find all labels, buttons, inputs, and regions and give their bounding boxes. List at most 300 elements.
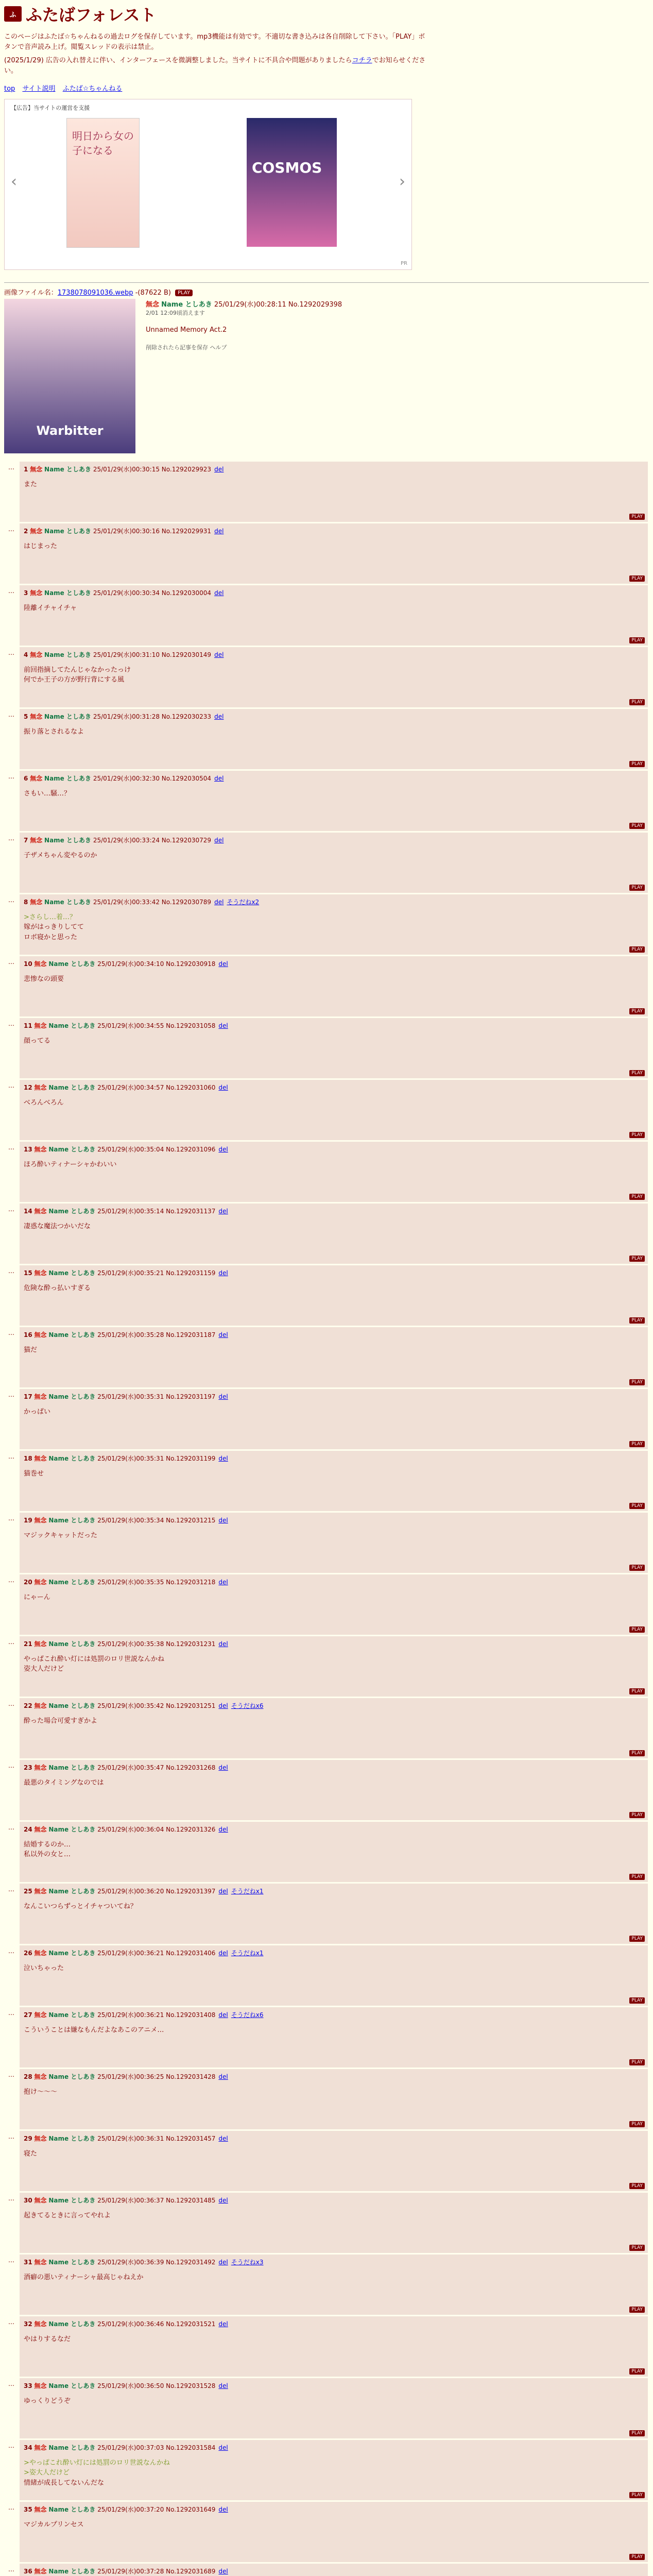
reply-subject: 無念: [34, 2444, 47, 2451]
del-link[interactable]: del: [218, 1764, 228, 1771]
reply-header: [24, 959, 644, 968]
reply-play-button[interactable]: PLAY: [629, 2121, 645, 2127]
op-subject: 無念: [146, 300, 160, 309]
reply-number: 32: [24, 2320, 32, 2328]
reply-datetime: 25/01/29(水)00:31:10 No.1292030149: [93, 651, 212, 658]
reply-post: [20, 1884, 648, 1944]
reply-datetime: 25/01/29(水)00:34:55 No.1292031058: [97, 1022, 216, 1029]
op-text: Unnamed Memory Act.2: [146, 326, 227, 334]
reply-datetime: 25/01/29(水)00:35:38 No.1292031231: [97, 1640, 216, 1648]
reply-play-button[interactable]: PLAY: [629, 1565, 645, 1571]
reply-play-button[interactable]: PLAY: [629, 1626, 645, 1633]
nav-futaba-link[interactable]: ふたば☆ちゃんねる: [62, 84, 123, 93]
reply-subject: 無念: [34, 2011, 47, 2019]
reply-subject: 無念: [34, 1207, 47, 1215]
reply-play-button[interactable]: PLAY: [629, 1194, 645, 1200]
reply-name: Name としあき: [48, 2382, 96, 2389]
reply-text: >やっぱこれ酔い灯には処罰のロリ世説なんかね >姿大人だけど 情緒が成長してないんだな: [24, 2459, 170, 2487]
reply-datetime: 25/01/29(水)00:36:21 No.1292031408: [97, 2011, 216, 2019]
reply-name: Name としあき: [44, 527, 91, 535]
reply-datetime: 25/01/29(水)00:30:34 No.1292030004: [93, 589, 212, 597]
reply-text: やはりするなだ: [24, 2335, 71, 2343]
del-link[interactable]: del: [214, 527, 224, 535]
reply-name: Name としあき: [48, 2196, 96, 2204]
reply-post: [20, 1327, 648, 1387]
reply-subject: 無念: [30, 651, 43, 658]
reply-play-button[interactable]: PLAY: [629, 1441, 645, 1447]
reply-header: [24, 1639, 644, 1648]
reply-header: [24, 836, 644, 844]
op-file-meta: -(87622 B): [135, 289, 171, 297]
del-link[interactable]: del: [218, 1393, 228, 1400]
reply-number: 15: [24, 1269, 32, 1277]
del-link[interactable]: del: [218, 1331, 228, 1338]
reply-text: マジックキャットだった: [24, 1531, 98, 1539]
reply-subject: 無念: [34, 1454, 47, 1462]
del-link[interactable]: del: [218, 960, 228, 968]
del-link[interactable]: del: [214, 713, 224, 720]
del-link[interactable]: del: [214, 774, 224, 782]
reply-play-button[interactable]: PLAY: [629, 1070, 645, 1076]
reply-name: Name としあき: [44, 836, 91, 844]
reply-header: [24, 2443, 644, 2452]
reply-text: 猫だ: [24, 1346, 38, 1354]
reply-number: 24: [24, 1825, 32, 1833]
reply-subject: 無念: [34, 1331, 47, 1338]
del-link[interactable]: del: [218, 1702, 228, 1709]
reply-header: [24, 1454, 644, 1463]
reply-datetime: 25/01/29(水)00:35:14 No.1292031137: [97, 1207, 216, 1215]
op-body: [4, 299, 649, 453]
del-link[interactable]: del: [218, 2382, 228, 2389]
reply-subject: 無念: [30, 527, 43, 535]
reply-text: こういうことは嫌なもんだよなあこのアニメ…: [24, 2026, 164, 2034]
del-link[interactable]: del: [218, 2258, 228, 2266]
reply-datetime: 25/01/29(水)00:36:39 No.1292031492: [97, 2258, 216, 2266]
reply-name: Name としあき: [48, 1145, 96, 1153]
reply-header: [24, 1021, 644, 1030]
reply-play-button[interactable]: PLAY: [629, 575, 645, 582]
reply-header: [24, 1392, 644, 1401]
reply-header: [24, 2134, 644, 2143]
reply-play-button[interactable]: PLAY: [629, 2059, 645, 2065]
carousel-caption: 【広告】当サイトの運営を支援: [11, 104, 90, 111]
del-link[interactable]: del: [218, 1454, 228, 1462]
reply-datetime: 25/01/29(水)00:34:10 No.1292030918: [97, 960, 216, 968]
reply-number: 28: [24, 2073, 32, 2080]
sodane-link[interactable]: そうだねx1: [231, 1949, 264, 1957]
intro-paragraph-1: このページはふたば☆ちゃんねるの過去ログを保存しています。mp3機能は有効です。不適切な書き込みは各自削除して下さい。「PLAY」ボタンで音声読み上げ。閲覧スレッドの表示は禁止。: [4, 33, 425, 52]
reply-subject: 無念: [34, 2320, 47, 2328]
del-link[interactable]: del: [218, 1022, 228, 1029]
reply-number: 18: [24, 1454, 32, 1462]
reply-subject: 無念: [34, 2073, 47, 2080]
reply-subject: 無念: [34, 2567, 47, 2575]
reply-text: ほろ酔いティナーシャかわいい: [24, 1160, 117, 1168]
reply-text: 振り落とされるなよ: [24, 727, 84, 736]
reply-text: 寝た: [24, 2149, 38, 2158]
reply-post: [20, 709, 648, 769]
del-link[interactable]: del: [218, 2505, 228, 2513]
reply-list: [0, 462, 653, 2576]
sodane-link[interactable]: そうだねx1: [231, 1887, 264, 1895]
reply-post: [20, 1513, 648, 1573]
del-link[interactable]: del: [218, 1578, 228, 1586]
del-link[interactable]: del: [218, 1825, 228, 1833]
reply-name: Name としあき: [48, 2011, 96, 2019]
reply-header: [24, 712, 644, 721]
del-link[interactable]: del: [214, 651, 224, 658]
reply-number: 33: [24, 2382, 32, 2389]
del-link[interactable]: del: [214, 836, 224, 844]
del-link[interactable]: del: [218, 1207, 228, 1215]
reply-play-button[interactable]: PLAY: [629, 761, 645, 767]
reply-play-button[interactable]: PLAY: [629, 2245, 645, 2251]
nav-top-link[interactable]: top: [4, 84, 15, 93]
reply-play-button[interactable]: PLAY: [629, 2368, 645, 2375]
reply-post: [20, 1265, 648, 1326]
reply-number: 36: [24, 2567, 32, 2575]
reply-number: 7: [24, 836, 28, 844]
ad-book-cover-1[interactable]: [66, 118, 140, 248]
reply-play-button[interactable]: PLAY: [629, 1750, 645, 1756]
del-link[interactable]: del: [214, 898, 224, 906]
reply-play-button[interactable]: PLAY: [629, 885, 645, 891]
reply-datetime: 25/01/29(水)00:37:20 No.1292031649: [97, 2505, 216, 2513]
reply-name: Name としあき: [44, 651, 91, 658]
reply-datetime: 25/01/29(水)00:36:46 No.1292031521: [97, 2320, 216, 2328]
reply-post: [20, 1142, 648, 1202]
reply-text: 顔ってる: [24, 1037, 51, 1045]
reply-play-button[interactable]: PLAY: [629, 637, 645, 643]
sodane-link[interactable]: そうだねx6: [231, 1702, 264, 1709]
reply-datetime: 25/01/29(水)00:36:50 No.1292031528: [97, 2382, 216, 2389]
reply-header: [24, 2319, 644, 2328]
reply-datetime: 25/01/29(水)00:37:28 No.1292031689: [97, 2567, 216, 2575]
op-name: Name としあき: [161, 300, 212, 309]
reply-datetime: 25/01/29(水)00:36:31 No.1292031457: [97, 2134, 216, 2142]
reply-number: 17: [24, 1393, 32, 1400]
del-link[interactable]: del: [214, 589, 224, 597]
reply-post: [20, 2193, 648, 2253]
sodane-link[interactable]: そうだねx3: [231, 2258, 264, 2266]
reply-header: [24, 2505, 644, 2514]
del-link[interactable]: del: [218, 2444, 228, 2451]
reply-subject: 無念: [34, 1269, 47, 1277]
del-link[interactable]: del: [218, 1640, 228, 1648]
reply-datetime: 25/01/29(水)00:35:47 No.1292031268: [97, 1764, 216, 1771]
reply-play-button[interactable]: PLAY: [629, 823, 645, 829]
reply-text: 結婚するのか… 私以外の女と…: [24, 1840, 71, 1859]
reply-header: [24, 527, 644, 535]
reply-post: [20, 462, 648, 522]
reply-play-button[interactable]: PLAY: [629, 699, 645, 705]
reply-name: Name としあき: [48, 1516, 96, 1524]
reply-text: さもい…騒…？: [24, 789, 71, 798]
reply-number: 26: [24, 1949, 32, 1957]
reply-name: Name としあき: [48, 960, 96, 968]
reply-number: 25: [24, 1887, 32, 1895]
reply-name: Name としあき: [48, 1887, 96, 1895]
del-link[interactable]: del: [218, 1949, 228, 1957]
reply-name: Name としあき: [48, 1393, 96, 1400]
reply-header: [24, 1145, 644, 1154]
reply-text: ゆっくりどうぞ: [24, 2397, 71, 2405]
reply-play-button[interactable]: PLAY: [629, 946, 645, 953]
reply-play-button[interactable]: PLAY: [629, 2430, 645, 2436]
reply-subject: 無念: [34, 1764, 47, 1771]
reply-number: 11: [24, 1022, 32, 1029]
reply-number: 5: [24, 713, 28, 720]
reply-text: 抱け～～～: [24, 2088, 58, 2096]
reply-datetime: 25/01/29(水)00:35:31 No.1292031197: [97, 1393, 216, 1400]
reply-header: [24, 650, 644, 659]
reply-number: 6: [24, 774, 28, 782]
reply-subject: 無念: [34, 1393, 47, 1400]
reply-number: 31: [24, 2258, 32, 2266]
reply-datetime: 25/01/29(水)00:30:15 No.1292029923: [93, 465, 212, 473]
reply-datetime: 25/01/29(水)00:35:31 No.1292031199: [97, 1454, 216, 1462]
reply-post: [20, 1451, 648, 1511]
reply-text: 凄惑な魔法つかいだな: [24, 1222, 91, 1230]
reply-number: 14: [24, 1207, 32, 1215]
reply-header: [24, 1207, 644, 1215]
reply-text: マジカルプリンセス: [24, 2520, 84, 2529]
del-link[interactable]: del: [218, 2196, 228, 2204]
reply-post: [20, 771, 648, 831]
file-label: 画像ファイル名：: [4, 289, 58, 297]
reply-datetime: 25/01/29(水)00:33:42 No.1292030789: [93, 898, 212, 906]
reply-text: また: [24, 480, 38, 488]
reply-header: [24, 1948, 644, 1957]
reply-text: はじまった: [24, 542, 58, 550]
reply-play-button[interactable]: PLAY: [629, 1936, 645, 1942]
op-expiry: 2/01 12:09頃消えます: [146, 309, 205, 316]
reply-post: [20, 2378, 648, 2438]
reply-datetime: 25/01/29(水)00:30:16 No.1292029931: [93, 527, 212, 535]
ad-book-cover-2[interactable]: [247, 118, 337, 247]
reply-number: 4: [24, 651, 28, 658]
op-note[interactable]: 削除されたら記事を保存 ヘルプ: [146, 344, 227, 351]
reply-text: 危険な酔っ払いすぎる: [24, 1284, 91, 1292]
reply-text: べろんべろん: [24, 1098, 64, 1107]
reply-post: [20, 2255, 648, 2315]
reply-text: なんこいつらずっとイチャついてね？: [24, 1902, 137, 1910]
reply-name: Name としあき: [44, 465, 91, 473]
ad-book-title-1: 明日から女の子になる: [72, 129, 134, 157]
op-file-line: [4, 287, 649, 297]
reply-post: [20, 2440, 648, 2500]
intro-text-end: でお知らせください。: [4, 57, 426, 75]
reply-number: 27: [24, 2011, 32, 2019]
reply-play-button[interactable]: PLAY: [629, 1132, 645, 1138]
reply-subject: 無念: [34, 2196, 47, 2204]
reply-play-button[interactable]: PLAY: [629, 1317, 645, 1324]
reply-text: 泣いちゃった: [24, 1964, 64, 1972]
reply-header: [24, 1268, 644, 1277]
reply-number: 3: [24, 589, 28, 597]
del-link[interactable]: del: [218, 1269, 228, 1277]
reply-text: 子ザメちゃん変やるのか: [24, 851, 97, 859]
reply-subject: 無念: [34, 2134, 47, 2142]
reply-play-button[interactable]: PLAY: [629, 1256, 645, 1262]
sodane-link[interactable]: そうだねx2: [227, 898, 260, 906]
del-link[interactable]: del: [218, 1083, 228, 1091]
reply-header: [24, 465, 644, 473]
reply-number: 16: [24, 1331, 32, 1338]
reply-post: [20, 2502, 648, 2562]
reply-name: Name としあき: [48, 2567, 96, 2575]
reply-number: 35: [24, 2505, 32, 2513]
op-image[interactable]: [4, 299, 135, 453]
reply-post: [20, 1945, 648, 2006]
reply-subject: 無念: [34, 1578, 47, 1586]
reply-name: Name としあき: [48, 1578, 96, 1586]
reply-play-button[interactable]: PLAY: [629, 1812, 645, 1818]
reply-datetime: 25/01/29(水)00:32:30 No.1292030504: [93, 774, 212, 782]
site-intro: [0, 28, 431, 81]
reply-subject: 無念: [34, 960, 47, 968]
reply-datetime: 25/01/29(水)00:35:35 No.1292031218: [97, 1578, 216, 1586]
del-link[interactable]: del: [218, 1887, 228, 1895]
reply-play-button[interactable]: PLAY: [629, 1997, 645, 2004]
reply-name: Name としあき: [48, 1702, 96, 1709]
reply-post: [20, 833, 648, 893]
chevron-right-icon[interactable]: ›: [399, 173, 405, 191]
contact-link[interactable]: コチラ: [352, 57, 372, 65]
reply-play-button[interactable]: PLAY: [629, 1874, 645, 1880]
op-post: [0, 286, 653, 454]
ad-label: PR: [401, 260, 407, 266]
reply-name: Name としあき: [48, 1825, 96, 1833]
reply-header: [24, 1887, 644, 1895]
del-link[interactable]: del: [218, 2073, 228, 2080]
site-header: [0, 0, 653, 28]
reply-name: Name としあき: [44, 774, 91, 782]
reply-play-button[interactable]: PLAY: [629, 1008, 645, 1014]
reply-subject: 無念: [30, 774, 43, 782]
reply-text: 悲惨なの頭要: [24, 975, 64, 983]
del-link[interactable]: del: [218, 2320, 228, 2328]
reply-name: Name としあき: [48, 2134, 96, 2142]
reply-header: [24, 2196, 644, 2205]
reply-number: 13: [24, 1145, 32, 1153]
reply-play-button[interactable]: PLAY: [629, 2183, 645, 2189]
reply-number: 21: [24, 1640, 32, 1648]
reply-text: 陸離イチャイチャ: [24, 604, 77, 612]
chevron-left-icon[interactable]: ‹: [11, 173, 17, 191]
reply-play-button[interactable]: PLAY: [629, 1688, 645, 1694]
reply-play-button[interactable]: PLAY: [629, 514, 645, 520]
reply-post: [20, 1018, 648, 1078]
ad-book-title-2: COSMOS: [252, 159, 322, 176]
del-link[interactable]: del: [214, 465, 224, 473]
del-link[interactable]: del: [218, 2134, 228, 2142]
nav-about-link[interactable]: サイト説明: [22, 84, 56, 93]
reply-play-button[interactable]: PLAY: [629, 2554, 645, 2560]
reply-header: [24, 1330, 644, 1339]
reply-name: Name としあき: [44, 713, 91, 720]
reply-datetime: 25/01/29(水)00:37:03 No.1292031584: [97, 2444, 216, 2451]
reply-header: [24, 2010, 644, 2019]
reply-name: Name としあき: [48, 1331, 96, 1338]
reply-post: [20, 2316, 648, 2377]
reply-number: 12: [24, 1083, 32, 1091]
reply-text: にゃーん: [24, 1593, 50, 1601]
reply-subject: 無念: [34, 1949, 47, 1957]
sodane-link[interactable]: そうだねx6: [231, 2011, 264, 2019]
reply-name: Name としあき: [48, 2320, 96, 2328]
reply-play-button[interactable]: PLAY: [629, 2307, 645, 2313]
reply-subject: 無念: [34, 2258, 47, 2266]
reply-datetime: 25/01/29(水)00:36:37 No.1292031485: [97, 2196, 216, 2204]
reply-text: 猫巻せ: [24, 1469, 44, 1478]
site-nav: [0, 81, 653, 95]
del-link[interactable]: del: [218, 2011, 228, 2019]
reply-number: 34: [24, 2444, 32, 2451]
reply-name: Name としあき: [44, 898, 91, 906]
reply-number: 23: [24, 1764, 32, 1771]
reply-number: 22: [24, 1702, 32, 1709]
reply-header: [24, 2381, 644, 2390]
del-link[interactable]: del: [218, 2567, 228, 2575]
reply-name: Name としあき: [48, 1269, 96, 1277]
reply-name: Name としあき: [44, 589, 91, 597]
reply-text: >さらし…着…？ 嫁がはっきりしてて ロボ寝かと思った: [24, 913, 84, 941]
reply-post: [20, 1760, 648, 1820]
reply-post: [20, 647, 648, 707]
reply-name: Name としあき: [48, 2258, 96, 2266]
reply-header: [24, 897, 644, 906]
reply-number: 10: [24, 960, 32, 968]
op-play-button[interactable]: PLAY: [175, 290, 193, 296]
reply-name: Name としあき: [48, 2505, 96, 2513]
reply-number: 30: [24, 2196, 32, 2204]
intro-paragraph-2: [4, 56, 426, 76]
reply-text: やっぱこれ酔い灯には処罰のロリ世説なんかね 姿大人だけど: [24, 1655, 165, 1673]
reply-subject: 無念: [30, 589, 43, 597]
reply-header: [24, 2567, 644, 2575]
reply-subject: 無念: [34, 1887, 47, 1895]
reply-datetime: 25/01/29(水)00:36:20 No.1292031397: [97, 1887, 216, 1895]
reply-post: [20, 956, 648, 1016]
reply-number: 2: [24, 527, 28, 535]
reply-post: [20, 523, 648, 584]
reply-name: Name としあき: [48, 1640, 96, 1648]
reply-header: [24, 1701, 644, 1710]
reply-header: [24, 1763, 644, 1772]
reply-datetime: 25/01/29(水)00:35:21 No.1292031159: [97, 1269, 216, 1277]
reply-post: [20, 1389, 648, 1449]
reply-play-button[interactable]: PLAY: [629, 1379, 645, 1385]
reply-subject: 無念: [34, 1516, 47, 1524]
reply-number: 1: [24, 465, 28, 473]
reply-post: [20, 585, 648, 646]
site-logo[interactable]: ふ: [4, 6, 22, 22]
reply-subject: 無念: [34, 2382, 47, 2389]
reply-subject: 無念: [30, 836, 43, 844]
del-link[interactable]: del: [218, 1145, 228, 1153]
reply-name: Name としあき: [48, 1949, 96, 1957]
del-link[interactable]: del: [218, 1516, 228, 1524]
op-file-link[interactable]: 1738078091036.webp: [57, 289, 133, 297]
reply-play-button[interactable]: PLAY: [629, 1503, 645, 1509]
reply-play-button[interactable]: PLAY: [629, 2492, 645, 2498]
reply-subject: 無念: [30, 713, 43, 720]
divider: [4, 282, 649, 283]
ad-carousel: [4, 99, 412, 270]
reply-subject: 無念: [34, 1702, 47, 1709]
